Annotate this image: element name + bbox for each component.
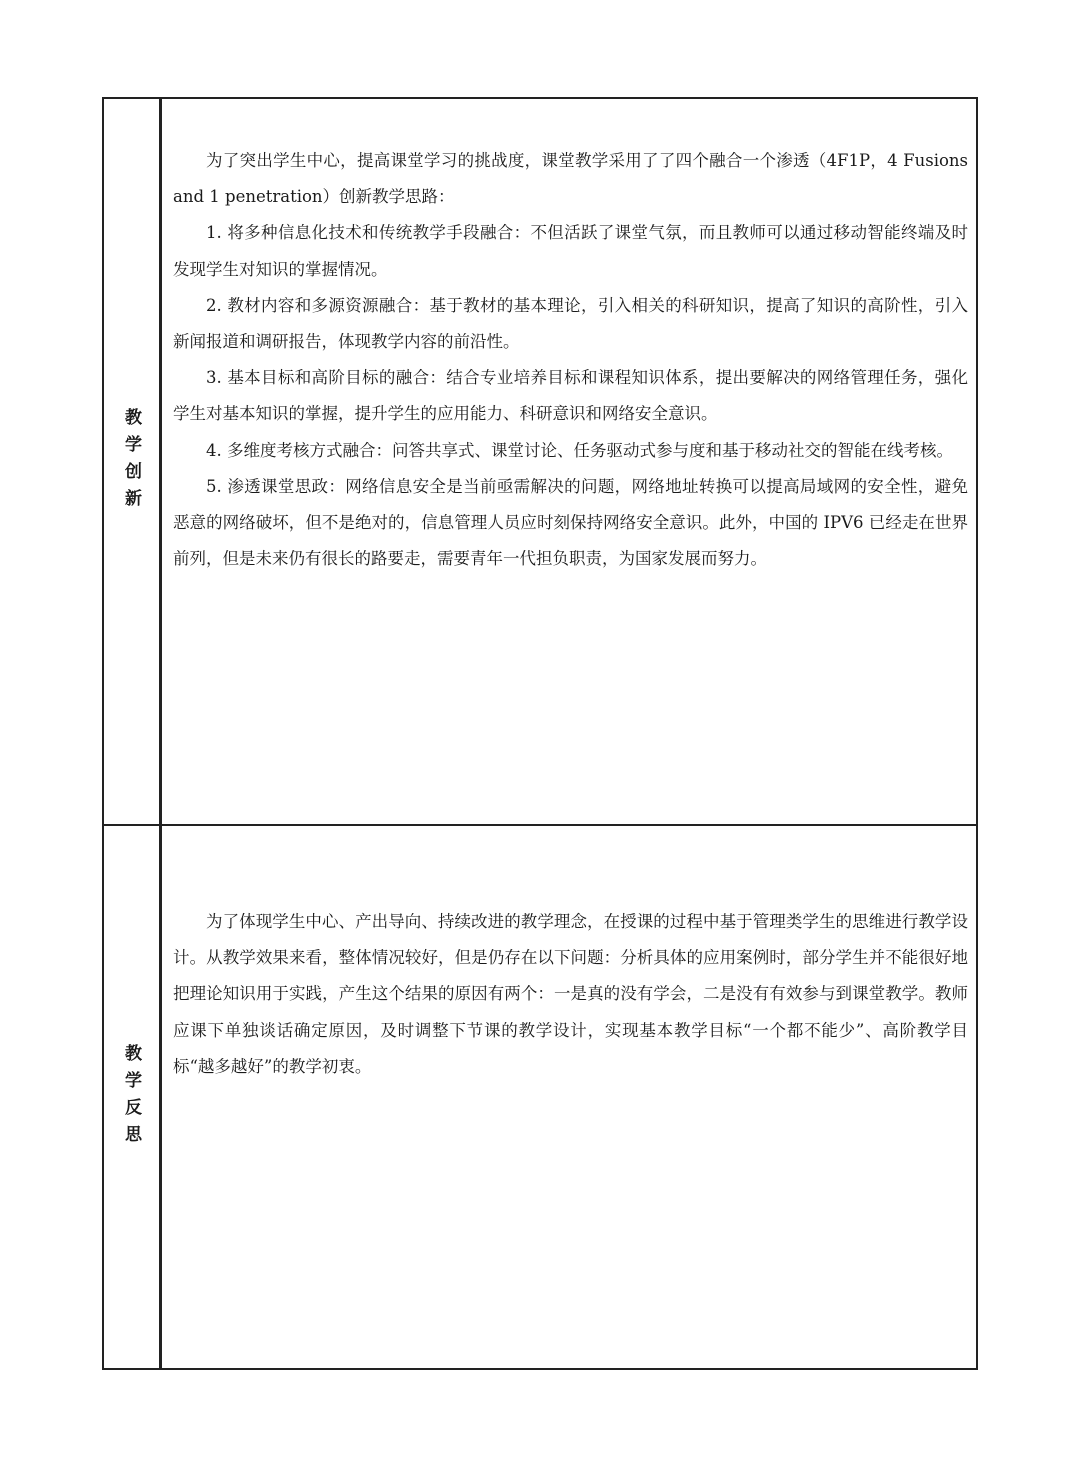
innovation-point-2: 2. 教材内容和多源资源融合：基于教材的基本理论，引入相关的科研知识，提高了知识的高阶性，引入新闻报道和调研报告，体现教学内容的前沿性。: [173, 295, 968, 352]
document-table: [102, 97, 978, 1370]
table-row-teaching-reflection: [104, 826, 976, 1370]
content-cell-teaching-innovation: [162, 99, 976, 824]
innovation-intro-paragraph: 为了突出学生中心，提高课堂学习的挑战度，课堂教学采用了了四个融合一个渗透（4F1P，4 Fusions and 1 penetration）创新教学思路：: [173, 151, 968, 207]
label-cell-teaching-innovation: [104, 99, 162, 824]
innovation-point-4: 4. 多维度考核方式融合：问答共享式、课堂讨论、任务驱动式参与度和基于移动社交的智能在线考核。: [206, 440, 953, 460]
innovation-point-3: 3. 基本目标和高阶目标的融合：结合专业培养目标和课程知识体系，提出要解决的网络管理任务，强化学生对基本知识的掌握，提升学生的应用能力、科研意识和网络安全意识。: [173, 368, 968, 424]
label-cell-teaching-reflection: [104, 826, 162, 1370]
reflection-paragraph: 为了体现学生中心、产出导向、持续改进的教学理念，在授课的过程中基于管理类学生的思维进行教学设计。从教学效果来看，整体情况较好，但是仍存在以下问题：分析具体的应用案例时，部分学生并不能很好地把理论知识用于实践，产生这个结果的原因有两个：一是真的没有学会，二是没有有效参与到课堂教学。教师应课下单独谈话确定原因，及时调整下节课的教学设计，实现基本教学目标“一个都不能少”、高阶教学目标“越多越好”的教学初衷。: [173, 912, 968, 1076]
content-cell-teaching-reflection: [162, 826, 976, 1370]
innovation-point-5: 5. 渗透课堂思政：网络信息安全是当前亟需解决的问题，网络地址转换可以提高局域网的安全性，避免恶意的网络破坏，但不是绝对的，信息管理人员应时刻保持网络安全意识。此外，中国的 IPV6 已经走在世界前列，但是未来仍有很长的路要走，需要青年一代担负职责，为国家发展而努力。: [173, 476, 968, 569]
reflection-body: [173, 904, 968, 1085]
innovation-body: [173, 143, 968, 577]
table-row-teaching-innovation: [104, 99, 976, 826]
row-label-teaching-innovation: 教学创新: [121, 407, 141, 516]
row-label-teaching-reflection: 教学反思: [121, 1044, 141, 1152]
innovation-point-1: 1. 将多种信息化技术和传统教学手段融合：不但活跃了课堂气氛，而且教师可以通过移动智能终端及时发现学生对知识的掌握情况。: [173, 223, 968, 279]
